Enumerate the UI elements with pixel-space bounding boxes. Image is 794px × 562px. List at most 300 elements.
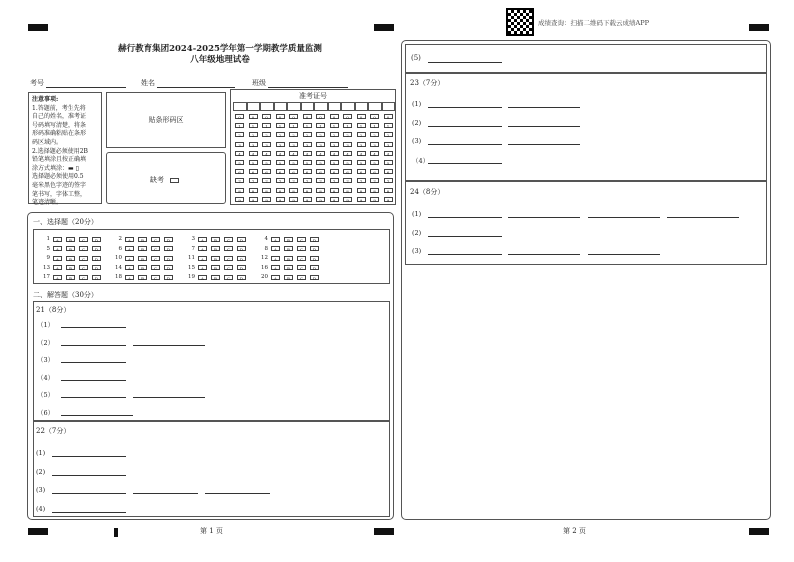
- mcq-bubble[interactable]: [138, 256, 147, 261]
- answer-line[interactable]: [61, 362, 126, 363]
- zkz-bubble[interactable]: 8: [249, 188, 258, 193]
- mcq-option-letter: B: [141, 275, 144, 281]
- answer-line[interactable]: [133, 345, 205, 346]
- zkz-bubble[interactable]: 0: [262, 114, 271, 119]
- mcq-bubble[interactable]: [271, 265, 280, 270]
- zkz-bubble[interactable]: 7: [289, 178, 298, 183]
- mcq-bubble[interactable]: [198, 246, 207, 251]
- item-label: (3): [412, 247, 422, 255]
- zkz-bubble[interactable]: 9: [303, 197, 312, 202]
- mcq-option-letter: C: [81, 275, 86, 281]
- zkz-bubble[interactable]: 0: [303, 114, 312, 119]
- mcq-bubble[interactable]: [271, 275, 280, 280]
- zkz-bubble[interactable]: 9: [316, 197, 325, 202]
- answer-line[interactable]: [205, 493, 270, 494]
- zkz-bubble[interactable]: 6: [235, 169, 244, 174]
- zkz-write-cell[interactable]: [341, 102, 355, 111]
- mcq-bubble[interactable]: [79, 256, 88, 261]
- mcq-bubble[interactable]: [53, 265, 62, 270]
- mcq-option-letter: A: [56, 247, 59, 252]
- mcq-bubble[interactable]: [224, 275, 233, 280]
- answer-line[interactable]: [588, 217, 660, 218]
- zkz-bubble[interactable]: 6: [249, 169, 258, 174]
- zkz-bubble[interactable]: 1: [370, 123, 379, 128]
- zkz-bubble[interactable]: 5: [289, 160, 298, 165]
- zkz-bubble[interactable]: 2: [303, 132, 312, 137]
- zkz-bubble[interactable]: 6: [357, 169, 366, 174]
- mcq-bubble[interactable]: [66, 246, 75, 251]
- mcq-option-letter: C: [226, 247, 231, 252]
- mcq-option-letter: A: [128, 275, 131, 281]
- mcq-bubble[interactable]: [310, 246, 319, 251]
- zkz-bubble[interactable]: 4: [357, 151, 366, 156]
- mcq-bubble[interactable]: [92, 275, 101, 280]
- zkz-bubble[interactable]: 7: [343, 178, 352, 183]
- mcq-number: 11: [188, 255, 195, 261]
- zkz-bubble[interactable]: 6: [370, 169, 379, 174]
- answer-line[interactable]: [61, 345, 126, 346]
- mcq-bubble[interactable]: [198, 265, 207, 270]
- mcq-bubble[interactable]: [125, 237, 134, 242]
- zkz-bubble[interactable]: 1: [303, 123, 312, 128]
- zkz-bubble[interactable]: 4: [249, 151, 258, 156]
- mcq-bubble[interactable]: [237, 237, 246, 242]
- mcq-bubble[interactable]: [151, 275, 160, 280]
- mcq-bubble[interactable]: [92, 256, 101, 261]
- mcq-bubble[interactable]: [151, 246, 160, 251]
- mcq-bubble[interactable]: [271, 237, 280, 242]
- zkz-bubble[interactable]: 0: [330, 114, 339, 119]
- zkz-bubble[interactable]: 2: [249, 132, 258, 137]
- zkz-bubble[interactable]: 2: [384, 132, 393, 137]
- zkz-bubble[interactable]: 5: [330, 160, 339, 165]
- banji-input[interactable]: [268, 80, 348, 88]
- mcq-bubble[interactable]: [53, 237, 62, 242]
- zkz-bubble[interactable]: 7: [384, 178, 393, 183]
- zkz-bubble[interactable]: 1: [330, 123, 339, 128]
- zkz-bubble[interactable]: 7: [330, 178, 339, 183]
- mcq-bubble[interactable]: [297, 275, 306, 280]
- mcq-bubble[interactable]: [151, 256, 160, 261]
- registration-mark: [374, 24, 394, 31]
- zkz-write-cell[interactable]: [301, 102, 315, 111]
- mcq-bubble[interactable]: [66, 265, 75, 270]
- mcq-option-letter: D: [166, 256, 171, 262]
- registration-mark: [749, 528, 769, 535]
- zkz-bubble[interactable]: 9: [384, 197, 393, 202]
- mcq-bubble[interactable]: [151, 265, 160, 270]
- zkz-bubble[interactable]: 9: [235, 197, 244, 202]
- answer-line[interactable]: [61, 327, 126, 328]
- answer-line[interactable]: [508, 126, 580, 127]
- zkz-bubble[interactable]: 5: [370, 160, 379, 165]
- zkz-bubble[interactable]: 2: [343, 132, 352, 137]
- mcq-bubble[interactable]: [284, 265, 293, 270]
- zkz-bubble[interactable]: 2: [357, 132, 366, 137]
- zkz-bubble[interactable]: 2: [289, 132, 298, 137]
- mcq-option-letter: B: [141, 237, 144, 243]
- mcq-bubble[interactable]: [66, 275, 75, 280]
- zkz-bubble[interactable]: 5: [316, 160, 325, 165]
- zkz-bubble[interactable]: 1: [249, 123, 258, 128]
- zkz-bubble[interactable]: 9: [343, 197, 352, 202]
- mcq-bubble[interactable]: [211, 265, 220, 270]
- mcq-bubble[interactable]: [198, 237, 207, 242]
- zkz-bubble[interactable]: 4: [316, 151, 325, 156]
- zkz-bubble[interactable]: 1: [343, 123, 352, 128]
- mcq-bubble[interactable]: [297, 246, 306, 251]
- answer-line[interactable]: [428, 236, 502, 237]
- mcq-bubble[interactable]: [310, 256, 319, 261]
- answer-line[interactable]: [52, 512, 126, 513]
- mcq-option-letter: C: [153, 256, 158, 262]
- mcq-bubble[interactable]: [310, 265, 319, 270]
- zkz-bubble[interactable]: 8: [276, 188, 285, 193]
- mcq-bubble[interactable]: [297, 256, 306, 261]
- mcq-bubble[interactable]: [164, 237, 173, 242]
- zkz-bubble[interactable]: 5: [262, 160, 271, 165]
- mcq-option-letter: C: [299, 266, 304, 271]
- mcq-bubble[interactable]: [284, 256, 293, 261]
- mcq-bubble[interactable]: [138, 246, 147, 251]
- zkz-bubble[interactable]: 6: [289, 169, 298, 174]
- answer-line[interactable]: [52, 475, 126, 476]
- mcq-option-letter: B: [287, 256, 290, 262]
- mcq-bubble[interactable]: [164, 275, 173, 280]
- zkz-bubble[interactable]: 0: [370, 114, 379, 119]
- zkz-bubble[interactable]: 5: [249, 160, 258, 165]
- answer-line[interactable]: [588, 254, 660, 255]
- item-label: (2): [412, 118, 422, 127]
- kaohao-input[interactable]: [46, 80, 126, 88]
- zkz-bubble[interactable]: 3: [289, 142, 298, 147]
- zkz-write-cell[interactable]: [260, 102, 274, 111]
- mcq-option-letter: C: [153, 266, 158, 271]
- notes-line: 笔书写，字体工整，: [32, 190, 87, 198]
- mcq-bubble[interactable]: [198, 256, 207, 261]
- zkz-bubble[interactable]: 7: [316, 178, 325, 183]
- zkz-bubble[interactable]: 4: [370, 151, 379, 156]
- mcq-option-letter: D: [166, 247, 171, 252]
- zkz-bubble[interactable]: 7: [303, 178, 312, 183]
- zkz-bubble[interactable]: 3: [249, 142, 258, 147]
- mcq-bubble[interactable]: [53, 256, 62, 261]
- zkz-bubble[interactable]: 2: [330, 132, 339, 137]
- zkz-bubble[interactable]: 7: [357, 178, 366, 183]
- mcq-bubble[interactable]: [237, 275, 246, 280]
- mcq-number: 17: [43, 274, 50, 280]
- zkz-bubble[interactable]: 9: [357, 197, 366, 202]
- zkz-bubble[interactable]: 1: [276, 123, 285, 128]
- zkz-bubble[interactable]: 6: [316, 169, 325, 174]
- mcq-bubble[interactable]: [164, 265, 173, 270]
- zkz-bubble[interactable]: 3: [316, 142, 325, 147]
- zkz-write-cell[interactable]: [328, 102, 342, 111]
- mcq-bubble[interactable]: [53, 275, 62, 280]
- zkz-bubble[interactable]: 6: [276, 169, 285, 174]
- xingming-field: [141, 78, 235, 88]
- zkz-bubble[interactable]: 0: [289, 114, 298, 119]
- zkz-bubble[interactable]: 0: [276, 114, 285, 119]
- absent-checkbox[interactable]: [170, 178, 179, 183]
- item-label: （6）: [37, 408, 55, 417]
- mcq-bubble[interactable]: [237, 256, 246, 261]
- zkz-bubble[interactable]: 9: [289, 197, 298, 202]
- mcq-option-letter: C: [153, 237, 158, 243]
- zkz-bubble[interactable]: 3: [370, 142, 379, 147]
- mcq-bubble[interactable]: [224, 237, 233, 242]
- answer-line[interactable]: [428, 126, 502, 127]
- answer-line[interactable]: [61, 380, 126, 381]
- mcq-bubble[interactable]: [211, 275, 220, 280]
- mcq-option-letter: D: [312, 247, 317, 252]
- zkz-bubble[interactable]: 0: [357, 114, 366, 119]
- qr-code: [506, 8, 534, 36]
- answer-line[interactable]: [428, 62, 502, 63]
- zkz-bubble[interactable]: 9: [370, 197, 379, 202]
- mcq-number: 19: [188, 274, 195, 280]
- zkz-bubble[interactable]: 1: [316, 123, 325, 128]
- zkz-write-cell[interactable]: [287, 102, 301, 111]
- zkz-bubble[interactable]: 4: [384, 151, 393, 156]
- zkz-write-cell[interactable]: [233, 102, 247, 111]
- mcq-bubble[interactable]: [237, 265, 246, 270]
- zkz-bubble[interactable]: 0: [384, 114, 393, 119]
- mcq-bubble[interactable]: [92, 237, 101, 242]
- answer-line[interactable]: [428, 107, 502, 108]
- mcq-bubble[interactable]: [271, 246, 280, 251]
- mcq-bubble[interactable]: [138, 237, 147, 242]
- zkz-bubble[interactable]: 4: [235, 151, 244, 156]
- mcq-bubble[interactable]: [92, 265, 101, 270]
- answer-line[interactable]: [52, 493, 126, 494]
- zkz-bubble[interactable]: 5: [276, 160, 285, 165]
- zkz-bubble[interactable]: 1: [262, 123, 271, 128]
- answer-line[interactable]: [428, 217, 502, 218]
- notes-line: 1.答题前，考生先将: [32, 104, 86, 112]
- zkz-bubble[interactable]: 4: [262, 151, 271, 156]
- notes-line: 笔迹清晰。: [32, 199, 63, 207]
- answer-line[interactable]: [133, 493, 198, 494]
- mcq-bubble[interactable]: [284, 275, 293, 280]
- mcq-bubble[interactable]: [164, 256, 173, 261]
- mcq-bubble[interactable]: [310, 237, 319, 242]
- zkz-bubble[interactable]: 3: [357, 142, 366, 147]
- zkz-bubble[interactable]: 2: [316, 132, 325, 137]
- mcq-bubble[interactable]: [224, 256, 233, 261]
- zkz-bubble[interactable]: 7: [276, 178, 285, 183]
- answer-line[interactable]: [508, 144, 580, 145]
- zkz-bubble[interactable]: 5: [343, 160, 352, 165]
- answer-line[interactable]: [667, 217, 739, 218]
- answer-line[interactable]: [61, 415, 133, 416]
- mcq-bubble[interactable]: [237, 246, 246, 251]
- mcq-bubble[interactable]: [211, 237, 220, 242]
- mcq-bubble[interactable]: [198, 275, 207, 280]
- answer-line[interactable]: [52, 456, 126, 457]
- answer-line[interactable]: [428, 163, 502, 164]
- mcq-option-letter: D: [239, 237, 244, 243]
- zkz-write-cell[interactable]: [247, 102, 261, 111]
- mcq-bubble[interactable]: [297, 237, 306, 242]
- zkz-bubble[interactable]: 2: [276, 132, 285, 137]
- mcq-bubble[interactable]: [284, 237, 293, 242]
- mcq-option-letter: D: [166, 266, 171, 271]
- zkz-write-cell[interactable]: [355, 102, 369, 111]
- mcq-bubble[interactable]: [66, 237, 75, 242]
- mcq-bubble[interactable]: [138, 275, 147, 280]
- mcq-option-letter: B: [214, 247, 217, 252]
- mcq-option-letter: C: [299, 275, 304, 281]
- mcq-bubble[interactable]: [125, 275, 134, 280]
- zkz-bubble[interactable]: 7: [235, 178, 244, 183]
- zkz-bubble[interactable]: 4: [330, 151, 339, 156]
- mcq-bubble[interactable]: [211, 246, 220, 251]
- mcq-number: 18: [115, 274, 122, 280]
- zkz-bubble[interactable]: 1: [384, 123, 393, 128]
- answer-line[interactable]: [508, 254, 580, 255]
- zkz-bubble[interactable]: 8: [235, 188, 244, 193]
- mcq-bubble[interactable]: [297, 265, 306, 270]
- zkz-bubble[interactable]: 8: [370, 188, 379, 193]
- zkz-bubble[interactable]: 5: [235, 160, 244, 165]
- mcq-number: 3: [191, 236, 195, 242]
- q22-box: [33, 421, 390, 517]
- mcq-bubble[interactable]: [53, 246, 62, 251]
- zkz-bubble[interactable]: 2: [370, 132, 379, 137]
- mcq-bubble[interactable]: [271, 256, 280, 261]
- zkz-bubble[interactable]: 0: [235, 114, 244, 119]
- zkz-bubble[interactable]: 3: [343, 142, 352, 147]
- zkz-bubble[interactable]: 5: [357, 160, 366, 165]
- notes-line: 号码填写清楚，将条: [32, 121, 87, 129]
- zkz-bubble[interactable]: 7: [249, 178, 258, 183]
- zkz-bubble[interactable]: 6: [384, 169, 393, 174]
- zkz-bubble[interactable]: 1: [235, 123, 244, 128]
- zkz-bubble[interactable]: 8: [262, 188, 271, 193]
- zkz-bubble[interactable]: 8: [316, 188, 325, 193]
- mcq-number: 14: [115, 264, 122, 271]
- zkz-bubble[interactable]: 7: [370, 178, 379, 183]
- mcq-bubble[interactable]: [79, 275, 88, 280]
- xingming-input[interactable]: [157, 80, 235, 88]
- zkz-bubble[interactable]: 4: [303, 151, 312, 156]
- mcq-bubble[interactable]: [284, 246, 293, 251]
- zkz-write-cell[interactable]: [368, 102, 382, 111]
- notes-line: 形码准确粘贴在条形: [32, 130, 87, 138]
- zkz-bubble[interactable]: 1: [357, 123, 366, 128]
- mcq-option-letter: D: [312, 266, 317, 271]
- zkz-bubble[interactable]: 1: [289, 123, 298, 128]
- mcq-bubble[interactable]: [310, 275, 319, 280]
- zkz-bubble[interactable]: 5: [303, 160, 312, 165]
- mcq-number: 4: [264, 236, 268, 242]
- mcq-option-letter: D: [166, 275, 171, 281]
- zkz-bubble[interactable]: 8: [330, 188, 339, 193]
- zkz-bubble[interactable]: 4: [343, 151, 352, 156]
- zkz-bubble[interactable]: 3: [330, 142, 339, 147]
- zkz-bubble[interactable]: 8: [343, 188, 352, 193]
- mcq-bubble[interactable]: [164, 246, 173, 251]
- zkz-bubble[interactable]: 0: [343, 114, 352, 119]
- mcq-bubble[interactable]: [79, 237, 88, 242]
- zkz-bubble[interactable]: 3: [262, 142, 271, 147]
- mcq-bubble[interactable]: [66, 256, 75, 261]
- zkz-bubble[interactable]: 3: [235, 142, 244, 147]
- mcq-number: 8: [264, 245, 268, 252]
- absent-field: [150, 175, 182, 185]
- zkz-write-cell[interactable]: [382, 102, 396, 111]
- zkz-bubble[interactable]: 4: [289, 151, 298, 156]
- zkz-bubble[interactable]: 3: [384, 142, 393, 147]
- zkz-bubble[interactable]: 9: [276, 197, 285, 202]
- zkz-bubble[interactable]: 7: [262, 178, 271, 183]
- zkz-bubble[interactable]: 4: [276, 151, 285, 156]
- zkz-bubble[interactable]: 6: [343, 169, 352, 174]
- zkz-bubble[interactable]: 6: [262, 169, 271, 174]
- mcq-bubble[interactable]: [79, 265, 88, 270]
- mcq-bubble[interactable]: [125, 256, 134, 261]
- mcq-option-letter: A: [56, 275, 59, 281]
- answer-line[interactable]: [428, 254, 502, 255]
- zkz-bubble[interactable]: 8: [303, 188, 312, 193]
- zkz-bubble[interactable]: 0: [249, 114, 258, 119]
- mcq-option-letter: B: [69, 237, 72, 243]
- zkz-write-cell[interactable]: [274, 102, 288, 111]
- zkz-bubble[interactable]: 3: [303, 142, 312, 147]
- registration-mark: [749, 24, 769, 31]
- q24-box: [405, 181, 767, 265]
- zkz-bubble[interactable]: 8: [289, 188, 298, 193]
- zkz-bubble[interactable]: 2: [262, 132, 271, 137]
- zkz-bubble[interactable]: 9: [262, 197, 271, 202]
- zkz-bubble[interactable]: 6: [303, 169, 312, 174]
- mcq-bubble[interactable]: [138, 265, 147, 270]
- answer-line[interactable]: [508, 107, 580, 108]
- mcq-option-letter: A: [128, 266, 131, 271]
- zkz-bubble[interactable]: 8: [357, 188, 366, 193]
- mcq-bubble[interactable]: [79, 246, 88, 251]
- zkz-write-cell[interactable]: [314, 102, 328, 111]
- zkz-bubble[interactable]: 9: [330, 197, 339, 202]
- mcq-bubble[interactable]: [125, 265, 134, 270]
- mcq-option-letter: D: [94, 256, 99, 262]
- mcq-bubble[interactable]: [151, 237, 160, 242]
- mcq-bubble[interactable]: [224, 265, 233, 270]
- zkz-bubble[interactable]: 0: [316, 114, 325, 119]
- zkz-bubble[interactable]: 9: [249, 197, 258, 202]
- zkz-bubble[interactable]: 3: [276, 142, 285, 147]
- answer-line[interactable]: [508, 217, 580, 218]
- answer-line[interactable]: [61, 397, 126, 398]
- mcq-option-letter: C: [81, 266, 86, 271]
- zkz-bubble[interactable]: 6: [330, 169, 339, 174]
- zkz-bubble[interactable]: 8: [384, 188, 393, 193]
- answer-line[interactable]: [133, 397, 205, 398]
- zkz-bubble[interactable]: 5: [384, 160, 393, 165]
- mcq-number: 10: [115, 255, 122, 261]
- q22-label: 22（7分）: [36, 427, 71, 435]
- notes-line: 2.选择题必须使用2B: [32, 147, 88, 155]
- mcq-bubble[interactable]: [125, 246, 134, 251]
- mcq-option-letter: D: [94, 266, 99, 271]
- answer-line[interactable]: [428, 144, 502, 145]
- registration-mark: [28, 528, 48, 535]
- mcq-bubble[interactable]: [224, 246, 233, 251]
- mcq-bubble[interactable]: [92, 246, 101, 251]
- zkz-bubble[interactable]: 2: [235, 132, 244, 137]
- mcq-bubble[interactable]: [211, 256, 220, 261]
